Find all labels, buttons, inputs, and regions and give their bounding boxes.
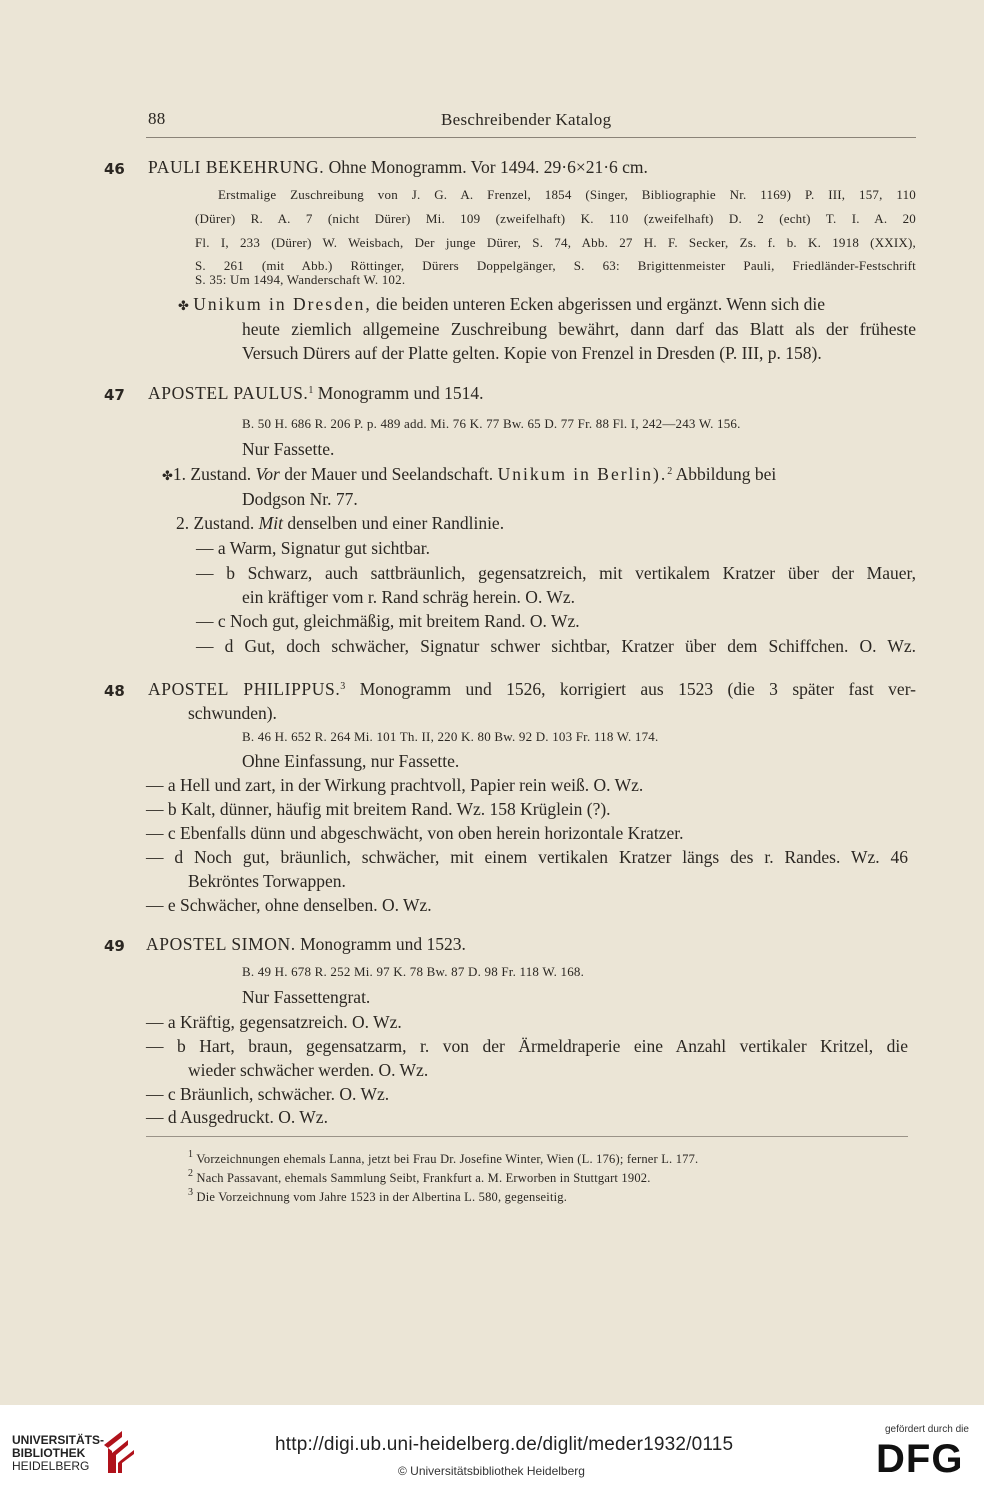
impression-line: — b Hart, braun, gegensatzarm, r. von der Ärmeldraperie eine Anzahl vertikaler Kritzel, die (146, 1036, 908, 1056)
description-line: Versuch Dürers auf der Platte gelten. Kopie von Frenzel in Dresden (P. III, p. 158). (242, 343, 822, 363)
unique-star-icon: ✤ (178, 299, 189, 314)
unique-star-icon: ✤ (162, 469, 173, 484)
unikum-spaced: Unikum in Berlin). (497, 464, 668, 484)
impression-line: — b Kalt, dünner, häufig mit breitem Rand. Wz. 158 Krüglein (?). (146, 799, 611, 819)
footnote (188, 1168, 651, 1186)
digital-library-footer (0, 1405, 984, 1489)
description-text: die beiden unteren Ecken abgerissen und ergänzt. Wenn sich die (376, 294, 825, 314)
state-emphasis: Mit (258, 513, 283, 533)
impression-line: — c Noch gut, gleichmäßig, mit breitem Rand. O. Wz. (196, 611, 580, 631)
unikum-spaced: Unikum in Dresden, (193, 294, 372, 314)
digitization-url[interactable]: http://digi.ub.uni-heidelberg.de/diglit/meder1932/0115 (275, 1434, 734, 1455)
footnote (188, 1187, 567, 1205)
entry-title-rest: Monogramm und 1514. (317, 383, 484, 403)
footnote-mark: 3 (340, 681, 346, 692)
impression-line: — d Ausgedruckt. O. Wz. (146, 1107, 328, 1127)
entry-number: 48 (104, 682, 125, 700)
footnote-mark: 1 (308, 385, 314, 396)
description-line: heute ziemlich allgemeine Zuschreibung bewährt, dann darf das Blatt als der früheste (242, 319, 916, 339)
dfg-caption: gefördert durch die (885, 1424, 969, 1435)
entry-title-line (148, 383, 484, 404)
impression-line: — e Schwächer, ohne denselben. O. Wz. (146, 895, 432, 915)
reference-line: B. 49 H. 678 R. 252 Mi. 97 K. 78 Bw. 87 D. 98 Fr. 118 W. 168. (242, 964, 585, 979)
state-line (162, 464, 776, 485)
impression-line: — a Hell und zart, in der Wirkung prachtvoll, Papier rein weiß. O. Wz. (146, 775, 644, 795)
note-text: Ohne Einfassung, nur Fassette. (242, 751, 460, 771)
page-number: 88 (148, 109, 166, 128)
reference-line: B. 46 H. 652 R. 264 Mi. 101 Th. II, 220 K. 80 Bw. 92 D. 103 Fr. 118 W. 174. (242, 729, 659, 744)
entry-number: 46 (104, 160, 125, 178)
state-emphasis: Vor (255, 464, 280, 484)
library-name (12, 1434, 104, 1473)
reference-line: (Dürer) R. A. 7 (nicht Dürer) Mi. 109 (zweifelhaft) K. 110 (zweifelhaft) D. 2 (echt) T. I. A. 20 (195, 211, 916, 226)
footnote-mark: 1 (188, 1149, 194, 1160)
note-text: Nur Fassette. (242, 439, 335, 459)
entry-number: 47 (104, 386, 125, 404)
entry-title-line (146, 934, 466, 955)
impression-line: — b Schwarz, auch sattbräunlich, gegensatzreich, mit vertikalem Kratzer über der Mauer, (196, 563, 916, 583)
reference-line: Fl. I, 233 (Dürer) W. Weisbach, Der junge Dürer, S. 74, Abb. 27 H. F. Secker, Zs. f. b. K. 1918 (XXIX), (195, 235, 916, 250)
footnote-text: Vorzeichnungen ehemals Lanna, jetzt bei Frau Dr. Josefine Winter, Wien (L. 176); ferner L. 177. (196, 1152, 699, 1166)
impression-line: — a Kräftig, gegensatzreich. O. Wz. (146, 1012, 402, 1032)
running-title: Beschreibender Katalog (441, 110, 612, 129)
entry-title-line (148, 679, 916, 700)
footnote-text: Die Vorzeichnung vom Jahre 1523 in der Albertina L. 580, gegenseitig. (196, 1190, 568, 1204)
library-name-line: UNIVERSITÄTS- (12, 1433, 105, 1447)
copyright-notice: © Universitätsbibliothek Heidelberg (398, 1464, 585, 1478)
entry-title: APOSTEL PAULUS. (148, 383, 309, 403)
footnote (188, 1149, 698, 1167)
footnote-mark: 3 (188, 1187, 194, 1198)
impression-line: — c Bräunlich, schwächer. O. Wz. (146, 1084, 390, 1104)
impression-line: — c Ebenfalls dünn und abgeschwächt, von oben herein horizontale Kratzer. (146, 823, 684, 843)
reference-line: Erstmalige Zuschreibung von J. G. A. Frenzel, 1854 (Singer, Bibliographie Nr. 1169) P. III, 157, 110 (218, 187, 916, 202)
library-name-line: HEIDELBERG (12, 1459, 90, 1473)
impression-line: ein kräftiger vom r. Rand schräg herein. O. Wz. (242, 587, 576, 607)
footnote-rule (146, 1136, 908, 1137)
entry-number: 49 (104, 937, 125, 955)
entry-title-rest: Monogramm und 1526, korrigiert aus 1523 (die 3 später fast ver- (359, 679, 917, 699)
impression-line: — a Warm, Signatur gut sichtbar. (196, 538, 430, 558)
entry-title-rest: Monogramm und 1523. (300, 934, 466, 954)
dfg-logo: DFG (876, 1437, 964, 1481)
state-text: denselben und einer Randlinie. (287, 513, 505, 533)
footnote-mark: 2 (667, 466, 673, 477)
entry-title: APOSTEL PHILIPPUS. (148, 679, 341, 699)
state-line (176, 513, 504, 534)
entry-title: PAULI BEKEHRUNG. (148, 157, 325, 177)
impression-line: wieder schwächer werden. O. Wz. (188, 1060, 429, 1080)
description-line (178, 294, 825, 315)
footnote-mark: 2 (188, 1168, 194, 1179)
entry-title-rest: Ohne Monogramm. Vor 1494. 29·6×21·6 cm. (328, 157, 648, 177)
library-name-line: BIBLIOTHEK (12, 1446, 86, 1460)
entry-title-line: schwunden). (188, 703, 277, 723)
library-logo-icon (100, 1427, 138, 1477)
reference-line: B. 50 H. 686 R. 206 P. p. 489 add. Mi. 76 K. 77 Bw. 65 D. 77 Fr. 88 Fl. I, 242—243 W. 156. (242, 416, 741, 431)
state-label: 2. Zustand. (176, 513, 255, 533)
entry-title-line (148, 157, 648, 178)
state-line: Dodgson Nr. 77. (242, 489, 358, 509)
reference-line: S. 35: Um 1494, Wanderschaft W. 102. (195, 272, 406, 287)
reference-line: S. 261 (mit Abb.) Röttinger, Dürers Doppelgänger, S. 63: Brigittenmeister Pauli, Friedländer-Festschrift (195, 258, 916, 273)
impression-line: — d Gut, doch schwächer, Signatur schwer sichtbar, Kratzer über dem Schiffchen. O. Wz. (196, 636, 916, 656)
header-rule (146, 137, 916, 138)
state-label: 1. Zustand. (172, 464, 252, 484)
impression-line: Bekröntes Torwappen. (188, 871, 346, 891)
state-text: der Mauer und Seelandschaft. (284, 464, 494, 484)
entry-title: APOSTEL SIMON. (146, 934, 296, 954)
note-text: Nur Fassettengrat. (242, 987, 371, 1007)
impression-line: — d Noch gut, bräunlich, schwächer, mit einem vertikalen Kratzer längs des r. Randes. Wz. 46 (146, 847, 908, 867)
footnote-text: Nach Passavant, ehemals Sammlung Seibt, Frankfurt a. M. Erworben in Stuttgart 1902. (196, 1171, 651, 1185)
state-text: Abbildung bei (675, 464, 777, 484)
